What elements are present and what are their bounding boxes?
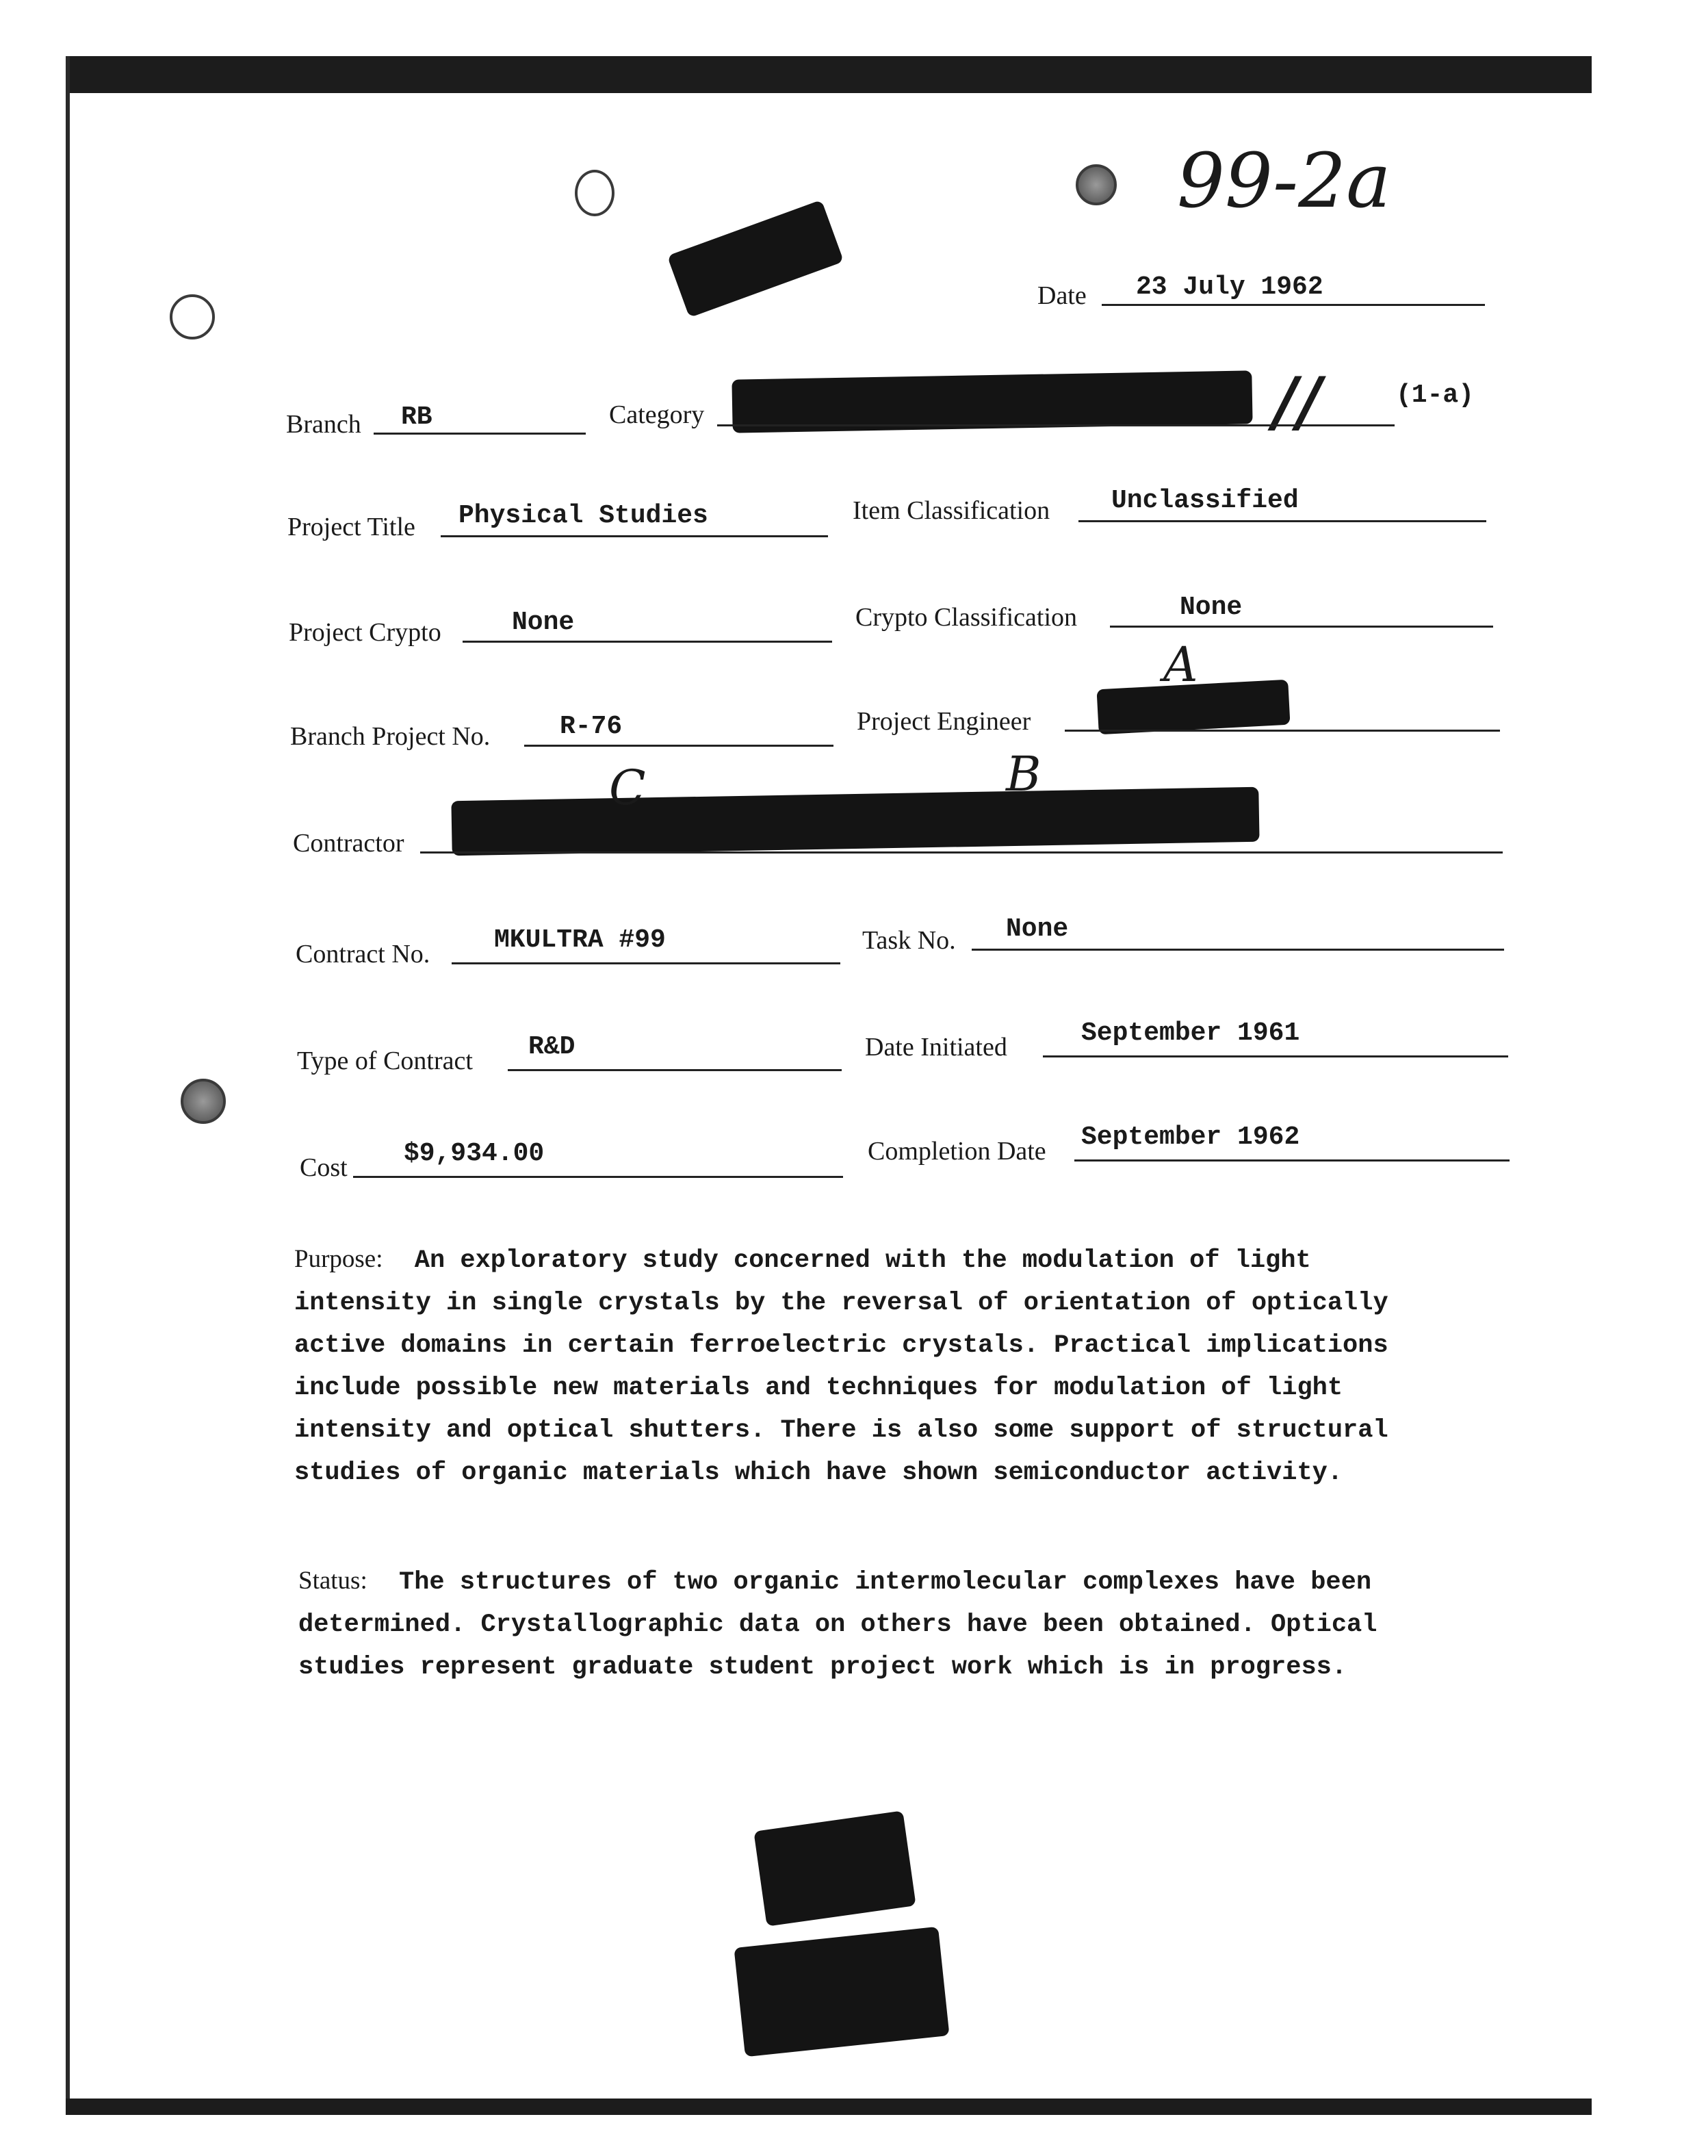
project-engineer-line bbox=[1065, 730, 1500, 732]
branch-project-no-value: R-76 bbox=[560, 712, 623, 741]
bottom-scan-border bbox=[66, 2099, 1592, 2115]
type-of-contract-value: R&D bbox=[528, 1032, 575, 1062]
purpose-section bbox=[294, 1239, 1416, 1493]
item-classification-label: Item Classification bbox=[853, 496, 1050, 525]
task-no-line bbox=[972, 949, 1504, 951]
project-title-label: Project Title bbox=[287, 513, 415, 541]
completion-date-line bbox=[1074, 1159, 1510, 1162]
purpose-text: An exploratory study concerned with the modulation of light intensity in single crystals by the reversal of orientation of optically active domains in certain ferroelectric crystals. Practical implications include possible new materials and techniques for modulation of light intensity and optical shutters. There is also some support of structural studies of organic materials which have shown semiconductor activity. bbox=[294, 1246, 1388, 1487]
branch-line bbox=[374, 433, 586, 435]
handwritten-mark-b: B bbox=[1006, 746, 1041, 802]
punch-hole-upper bbox=[170, 294, 215, 339]
cost-line bbox=[353, 1176, 843, 1178]
category-suffix: (1-a) bbox=[1396, 381, 1475, 410]
item-classification-value: Unclassified bbox=[1111, 486, 1299, 515]
handwritten-mark-a: A bbox=[1163, 637, 1198, 693]
contract-no-label: Contract No. bbox=[296, 940, 430, 968]
status-label: Status: bbox=[298, 1567, 367, 1595]
punch-hole-lower bbox=[181, 1079, 226, 1124]
type-of-contract-label: Type of Contract bbox=[297, 1047, 473, 1075]
date-label: Date bbox=[1037, 281, 1087, 310]
task-no-label: Task No. bbox=[862, 926, 956, 955]
crypto-classification-label: Crypto Classification bbox=[855, 603, 1078, 632]
date-line bbox=[1102, 304, 1485, 306]
project-crypto-line bbox=[463, 641, 832, 643]
contract-no-line bbox=[452, 962, 840, 964]
purpose-label: Purpose: bbox=[294, 1245, 383, 1273]
project-title-value: Physical Studies bbox=[458, 501, 708, 530]
top-hole-left bbox=[575, 170, 614, 216]
handwritten-mark-c: C bbox=[609, 760, 646, 816]
project-crypto-value: None bbox=[512, 608, 575, 637]
date-initiated-value: September 1961 bbox=[1081, 1018, 1300, 1048]
crypto-classification-value: None bbox=[1180, 593, 1243, 622]
task-no-value: None bbox=[1006, 914, 1069, 944]
crypto-classification-line bbox=[1110, 626, 1493, 628]
category-label: Category bbox=[609, 400, 705, 429]
top-hole-right bbox=[1076, 164, 1117, 205]
project-engineer-label: Project Engineer bbox=[857, 707, 1031, 736]
status-text: The structures of two organic intermolecular complexes have been determined. Crystallographic data on others have been obtained. Optical studies represent graduate student project work which is in progress. bbox=[298, 1568, 1377, 1682]
handwritten-strike-mark: // bbox=[1273, 363, 1321, 440]
completion-date-label: Completion Date bbox=[868, 1137, 1046, 1166]
cost-label: Cost bbox=[300, 1153, 348, 1182]
redaction-header bbox=[667, 200, 844, 318]
date-initiated-line bbox=[1043, 1055, 1508, 1057]
branch-label: Branch bbox=[286, 410, 361, 439]
project-title-line bbox=[441, 535, 828, 537]
branch-project-no-line bbox=[524, 745, 833, 747]
branch-project-no-label: Branch Project No. bbox=[290, 722, 491, 751]
handwritten-page-number: 99-2a bbox=[1177, 137, 1391, 224]
category-line bbox=[717, 424, 1395, 426]
redaction-footer-lower bbox=[734, 1927, 949, 2057]
contractor-line bbox=[420, 851, 1503, 854]
redaction-footer-upper bbox=[753, 1810, 916, 1926]
project-crypto-label: Project Crypto bbox=[289, 618, 441, 647]
completion-date-value: September 1962 bbox=[1081, 1122, 1300, 1152]
item-classification-line bbox=[1078, 520, 1486, 522]
date-initiated-label: Date Initiated bbox=[865, 1033, 1007, 1062]
status-section bbox=[298, 1561, 1421, 1688]
branch-value: RB bbox=[401, 402, 432, 432]
redaction-contractor bbox=[451, 787, 1259, 856]
top-scan-border bbox=[66, 56, 1592, 93]
type-of-contract-line bbox=[508, 1069, 842, 1071]
cost-value: $9,934.00 bbox=[404, 1139, 545, 1168]
left-scan-border bbox=[66, 56, 70, 2115]
redaction-category bbox=[732, 370, 1252, 433]
contract-no-value: MKULTRA #99 bbox=[494, 925, 666, 955]
contractor-label: Contractor bbox=[293, 829, 404, 858]
date-value: 23 July 1962 bbox=[1136, 272, 1323, 302]
